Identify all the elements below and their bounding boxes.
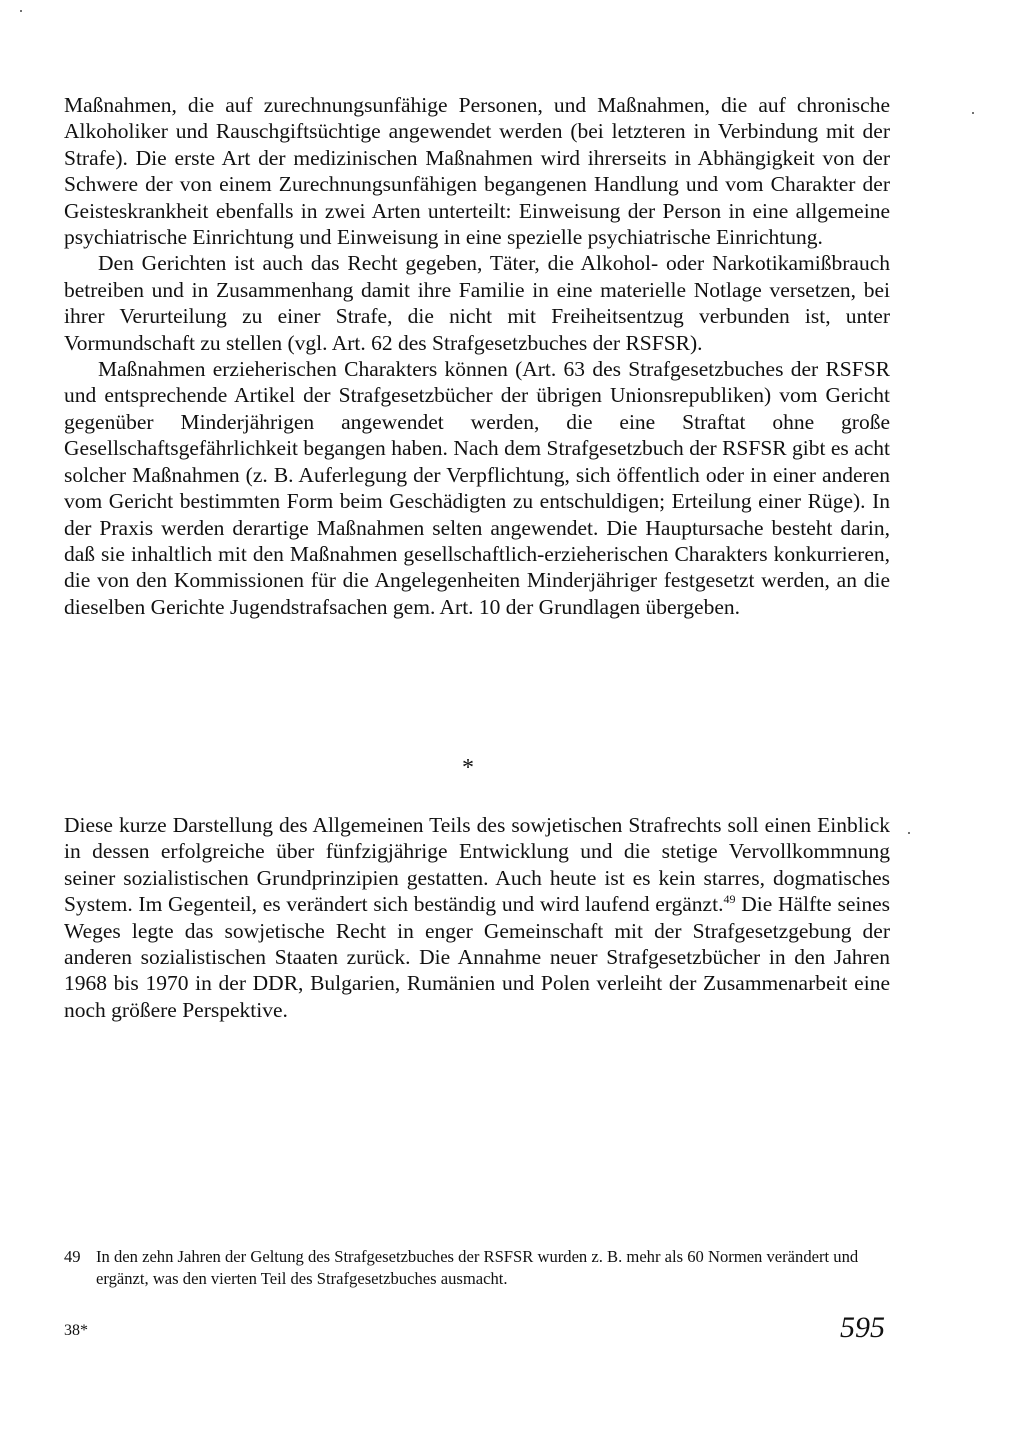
footnote-reference: 49 — [723, 892, 736, 907]
footnote-number: 49 — [64, 1247, 81, 1266]
printer-signature-mark: 38* — [64, 1322, 88, 1339]
paragraph-continued: Maßnahmen, die auf zurechnungsunfähige Personen, und Maßnahmen, die auf chronische Alkoholiker und Rauschgiftsüchtige angewendet werden (bei letzteren in Verbindung mit der Strafe). Die erste Art der medizinischen Maßnahmen wird ihrerseits in Abhängigkeit von der Schwere der von einem Zurechnungsunfähigen begangenen Handlung und vom Charakter der Geisteskrankheit ebenfalls in zwei Arten unterteilt: Einweisung der Person in eine allgemeine psychiatrische Einrichtung und Einweisung in eine spezielle psychiatrische Einrichtung. — [64, 93, 890, 250]
paragraph-conclusion — [64, 812, 890, 1023]
conclusion-text-block — [64, 812, 890, 1023]
conclusion-text-part-1: Diese kurze Darstellung des Allgemeinen Teils des sowjetischen Strafrechts soll einen Einblick in dessen erfolgreiche über fünfzigjährige Entwicklung und die stetige Vervollkommnung seiner sozialistischen Grundprinzipien gestatten. Auch heute ist es kein starres, dogmatisches System. Im Gegenteil, es verändert sich beständig und wird laufend ergänzt. — [64, 813, 890, 917]
paragraph-educational-measures: Maßnahmen erzieherischen Charakters können (Art. 63 des Strafgesetzbuches der RSFSR und entsprechende Artikel der Strafgesetzbücher der übrigen Unionsrepubliken) vom Gericht gegenüber Minderjährigen angewendet werden, die eine Straftat ohne große Gesellschaftsgefährlichkeit begangen haben. Nach dem Strafgesetzbuch der RSFSR gibt es acht solcher Maßnahmen (z. B. Auferlegung der Verpflichtung, sich öffentlich oder in einer anderen vom Gericht bestimmten Form beim Geschädigten zu entschuldigen; Erteilung einer Rüge). In der Praxis werden derartige Maßnahmen selten angewendet. Die Hauptursache besteht darin, daß sie inhaltlich mit den Maßnahmen gesellschaftlich-erzieherischen Charakters konkurrieren, die von den Kommissionen für die Angelegenheiten Minderjähriger festgesetzt werden, an die dieselben Gerichte Jugendstrafsachen gem. Art. 10 der Grundlagen übergeben. — [64, 357, 890, 619]
main-text-block — [64, 92, 890, 620]
paragraph-guardianship: Den Gerichten ist auch das Recht gegeben, Täter, die Alkohol- oder Narkotikamißbrauch betreiben und in Zusammenhang damit ihre Familie in eine materielle Notlage versetzen, bei ihrer Verurteilung zu einer Strafe, die nicht mit Freiheitsentzug verbunden ist, unter Vormundschaft zu stellen (vgl. Art. 62 des Strafgesetzbuches der RSFSR). — [64, 251, 890, 355]
footnote — [64, 1246, 890, 1290]
conclusion-text-part-2: Die Hälfte seines Weges legte das sowjetische Recht in enger Gemeinschaft mit der Strafgesetzgebung der anderen sozialistischen Staaten zurück. Die Annahme neuer Strafgesetzbücher in den Jahren 1968 bis 1970 in der DDR, Bulgarien, Rumänien und Polen verleiht der Zusammenarbeit eine noch größere Perspektive. — [64, 892, 890, 1022]
footnote-text: In den zehn Jahren der Geltung des Strafgesetzbuches der RSFSR wurden z. B. mehr als 60 Normen verändert und ergänzt, was den vierten Teil des Strafgesetzbuches ausmacht. — [96, 1247, 859, 1288]
scan-speck — [908, 832, 910, 834]
scan-speck — [20, 10, 22, 12]
page-number: 595 — [840, 1311, 885, 1344]
section-separator: * — [462, 755, 474, 781]
scan-speck — [972, 112, 974, 114]
